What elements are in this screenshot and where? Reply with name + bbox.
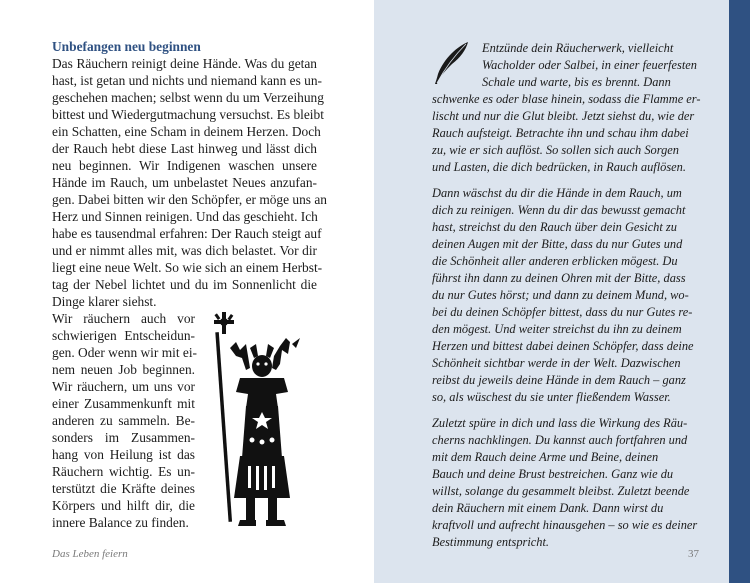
instruction-line: und Lasten, die dich bedrücken, in Rauch auflösen. xyxy=(432,160,686,174)
section-heading: Unbefangen neu beginnen xyxy=(52,39,201,54)
body-line: bittest und Wiedergutmachung versuchst. Es bleibt xyxy=(52,107,324,122)
body-line: und er nimmt alles mit, was dich belastet. Vor dir xyxy=(52,243,317,258)
instruction-line: Dann wäschst du dir die Hände in dem Rauch, um xyxy=(432,186,682,200)
instruction-line: Schönheit sichtbar werde in der Welt. Dazwischen xyxy=(432,356,681,370)
instruction-line: schwenke es oder blase hinein, sodass die Flamme er- xyxy=(432,92,701,106)
body-line: habe es tausendmal erfahren: Der Rauch steigt auf xyxy=(52,226,322,241)
body-line: sonders im Zusammen- xyxy=(52,430,195,445)
instruction-line: Rauch aufsteigt. Betrachte ihn und schau ihm dabei xyxy=(432,126,689,140)
body-line: gen. Oder wenn wir mit ei- xyxy=(52,345,198,360)
body-line: innere Balance zu finden. xyxy=(52,515,189,530)
body-line: Das Räuchern reinigt deine Hände. Was du getan xyxy=(52,56,317,71)
body-line: hang von Heilung ist das xyxy=(52,447,195,462)
body-line: hast, ist getan und nichts und niemand kann es un- xyxy=(52,73,322,88)
body-line: neu beginnen. Wir Indigenen waschen unsere xyxy=(52,158,317,173)
instruction-line: den mögest. Und weiter streichst du ihn zu deinem xyxy=(432,322,682,336)
instruction-line: cherns nachklingen. Du kannst auch fortfahren und xyxy=(432,433,688,447)
running-footer: Das Leben feiern xyxy=(52,548,128,560)
body-line: Hände im Rauch, um unbelastet Neues anzufan- xyxy=(52,175,317,190)
instruction-line: so, als wüschest du sie unter fließendem Wasser. xyxy=(432,390,671,404)
body-line: Räuchern wichtig. Es un- xyxy=(52,464,195,479)
instruction-line: Entzünde dein Räucherwerk, vielleicht xyxy=(482,41,674,55)
instruction-line: dich zu reinigen. Wenn du dir das bewusst gemacht xyxy=(432,203,686,217)
body-line: schwierigen Entscheidun- xyxy=(52,328,195,343)
instruction-line: reibst du jeweils deine Hände in dem Rauch – ganz xyxy=(432,373,686,387)
body-line: nem neuen Job beginnen. xyxy=(52,362,195,377)
instruction-line: Bestimmung entspricht. xyxy=(432,535,550,549)
body-line: ein Schatten, eine Scham in deinem Herzen. Doch xyxy=(52,124,321,139)
body-line: geschehen machen; selbst wenn du um Verzeihung xyxy=(52,90,324,105)
page-edge-bar xyxy=(729,0,750,583)
body-line: der Rauch hebt diese Last hinweg und lässt dich xyxy=(52,141,317,156)
body-line: terstützt die Kräfte deines xyxy=(52,481,195,496)
shaman-figure-illustration xyxy=(200,308,305,530)
body-line: anderen zu sammeln. Be- xyxy=(52,413,195,428)
body-line: tag der Nebel lichtet und du im Sonnenlicht die xyxy=(52,277,317,292)
instruction-line: dein Räuchern mit einem Dank. Dann wirst du xyxy=(432,501,664,515)
body-line: Wir räuchern auch vor xyxy=(52,311,195,326)
instruction-line: Herzen und bittest dabei deinen Schöpfer, dass deine xyxy=(432,339,694,353)
instruction-line: willst, solange du gesammelt bleibst. Zuletzt beende xyxy=(432,484,690,498)
body-line: Wir räuchern, um uns vor xyxy=(52,379,195,394)
instruction-line: kraftvoll und aufrecht hinausgehen – so wie es deiner xyxy=(432,518,698,532)
instruction-line: Wacholder oder Salbei, in einer feuerfesten xyxy=(482,58,697,72)
instruction-line: du nur Gutes hörst; und dann zu deinem Mund, wo- xyxy=(432,288,689,302)
body-line: einer Zusammenkunft mit xyxy=(52,396,195,411)
instruction-line: deinen Augen mit der Bitte, dass du nur Gutes und xyxy=(432,237,683,251)
instruction-line: Zuletzt spüre in dich und lass die Wirkung des Räu- xyxy=(432,416,688,430)
instruction-line: Bauch und deine Brust bestreichen. Ganz wie du xyxy=(432,467,674,481)
instruction-line: hast, streichst du den Rauch über dein Gesicht zu xyxy=(432,220,677,234)
instruction-line: mit dem Rauch deine Arme und Beine, deinen xyxy=(432,450,659,464)
body-line: gen. Dabei bitten wir den Schöpfer, er möge uns an xyxy=(52,192,328,207)
left-page xyxy=(0,0,374,583)
page-number: 37 xyxy=(688,548,699,560)
instruction-line: die Schönheit aller anderen erblicken mögest. Du xyxy=(432,254,678,268)
right-page xyxy=(374,0,729,583)
feather-icon xyxy=(432,40,472,85)
instruction-line: Schale und warte, bis es brennt. Dann xyxy=(482,75,671,89)
body-line: liegt eine neue Welt. So wie sich an einem Herbst- xyxy=(52,260,323,275)
instruction-line: zu, wie er sich auflöst. So sollen sich auch Sorgen xyxy=(432,143,679,157)
instruction-line: bei du deinen Schöpfer bittest, dass du nur Gutes re- xyxy=(432,305,693,319)
body-line: Herz und Sinnen reinigen. Und das geschieht. Ich xyxy=(52,209,318,224)
instruction-line: lischt und nur die Glut bleibt. Jetzt siehst du, wie der xyxy=(432,109,695,123)
body-line: Dinge klarer siehst. xyxy=(52,294,157,309)
body-line: Körpers und hilft dir, die xyxy=(52,498,195,513)
instruction-line: führst ihn dann zu deinen Ohren mit der Bitte, dass xyxy=(432,271,686,285)
